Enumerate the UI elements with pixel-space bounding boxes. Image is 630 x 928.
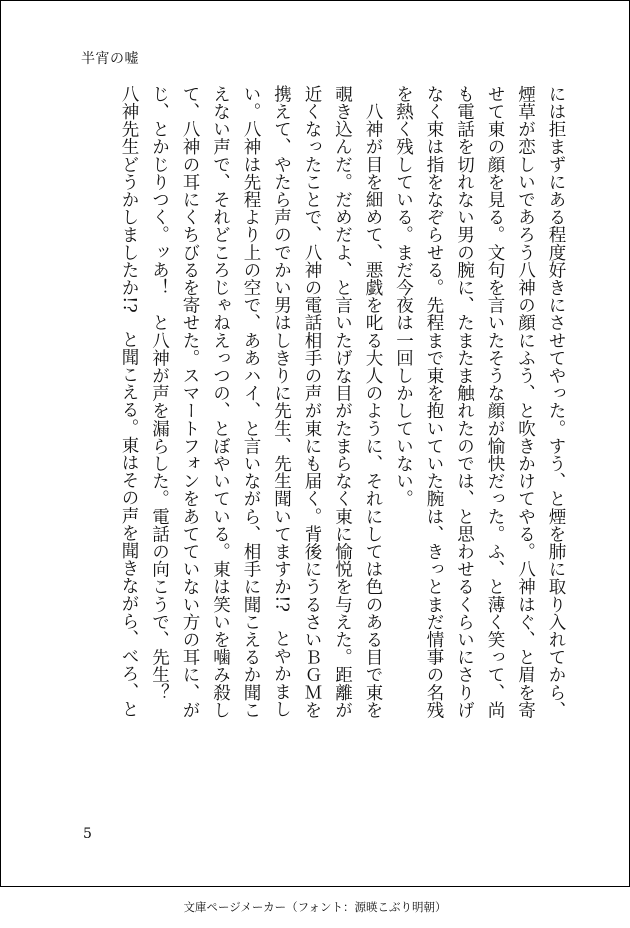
text-line: せて東の顔を見る。文句を言いたそうな顔が愉快だった。ふ、と薄く笑って、尚 xyxy=(485,85,505,719)
page-number: 5 xyxy=(83,826,92,842)
running-title: 半宵の嘘 xyxy=(81,51,139,67)
body-text xyxy=(71,85,571,785)
text-line: 覗き込んだ。だめだよ、と言いたげな目がたまらなく東に愉悦を与えた。距離が xyxy=(332,85,353,719)
footer-credit: 文庫ページメーカー（フォント：源暎こぶり明朝） xyxy=(183,900,447,914)
text-line: 携えて、やたら声のでかい男はしきりに先生、先生聞いてますか!? とやかまし xyxy=(271,85,292,718)
text-line: なく束は指をなぞらせる。先程まで東を抱いていた腕は、きっとまだ情事の名残 xyxy=(424,85,444,719)
text-line: えない声で、それどころじゃねえっつの、とぼやいている。東は笑いを噛み殺し xyxy=(210,85,231,719)
text-line: には拒まずにある程度好きにさせてやった。すう、と煙を肺に取り入れてから、 xyxy=(546,85,566,719)
text-line: 近くなったことで、八神の電話相手の声が東にも届く。背後にうるさいＢＧＭを xyxy=(302,85,322,719)
text-line: を熱く残している。まだ今夜は一回しかしていない。 xyxy=(393,85,414,508)
text-line: い。八神は先程より上の空で、ああハイ、と言いながら、相手に聞こえるか聞こ xyxy=(241,85,261,719)
text-line: も電話を切れない男の腕に、たまたま触れたのでは、と思わせるくらいにさりげ xyxy=(454,85,475,719)
text-line: じ、とかじりつく。ッあ！ と八神が声を漏らした。電話の向こうで、先生？ xyxy=(149,85,170,701)
text-line: 煙草が恋しいであろう八神の顔にふう、と吹きかけてやる。八神はぐ、と眉を寄 xyxy=(515,85,536,719)
text-line: て、八神の耳にくちびるを寄せた。スマートフォンをあてていない方の耳に、が xyxy=(180,85,200,719)
text-line: 八神が目を細めて、悪戯を叱る大人のように、それにしては色のある目で東を xyxy=(363,85,383,719)
text-line: 八神先生どうかしましたか!? と聞こえる。東はその声を聞きながら、べろ、と xyxy=(119,85,139,718)
